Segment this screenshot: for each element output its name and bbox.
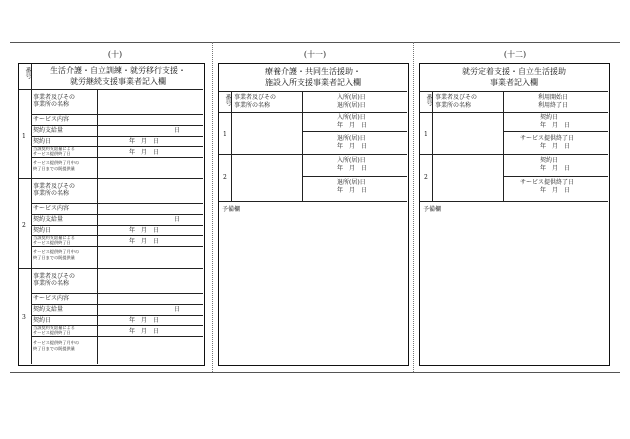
service-label: サービス内容 bbox=[33, 116, 70, 123]
row-num-1: 1 bbox=[223, 131, 227, 138]
panel-title-11: (十一) bbox=[303, 50, 327, 59]
panel-title-10: (十) bbox=[107, 50, 123, 59]
panel-title-12: (十二) bbox=[503, 50, 527, 59]
panel-11-header-line1: 療養介護・共同生活援助・ bbox=[265, 67, 361, 76]
panel-11-table: 療養介護・共同生活援助・ 施設入所支援事業者記入欄 番号 事業者及びその 事業所の名称 入所(居)日 退所(居)日 1 入所(居)日 年 月 日 退所(居)日 年 月 日 2 入所(居)日 年 月 日 退所(居)日 年 月 日 予備欄 bbox=[218, 63, 409, 366]
contract-date-label: 契約日 bbox=[33, 138, 52, 145]
row-num-2: 2 bbox=[223, 174, 227, 181]
top-border-line bbox=[10, 42, 620, 43]
row-num-1: 1 bbox=[424, 131, 428, 138]
fold-line-1 bbox=[212, 42, 213, 372]
panel-12-table: 就労定着支援・自立生活援助 事業者記入欄 番号 事業者及びその 事業所の名称 利用開始日 利用終了日 1 契約日 年 月 日 サービス提供終了日 年 月 日 2 契約日 年 月 日 サービス提供終了日 年 月 日 予備欄 bbox=[419, 63, 610, 366]
row-num-2: 2 bbox=[22, 222, 26, 229]
panel-12-header-line1: 就労定着支援・自立生活援助 bbox=[462, 67, 566, 76]
amount-label: 契約支給量 bbox=[33, 127, 64, 134]
row-num-2: 2 bbox=[424, 174, 428, 181]
fold-line-2 bbox=[413, 42, 414, 372]
panel-10-header-line1: 生活介護・自立訓練・就労移行支援・ bbox=[50, 66, 186, 75]
bottom-border-line bbox=[10, 372, 620, 373]
row-num-1: 1 bbox=[22, 133, 26, 140]
notes-label: 予備欄 bbox=[423, 206, 442, 213]
notes-label: 予備欄 bbox=[222, 206, 241, 213]
provider-label: 事業者及びその bbox=[33, 94, 76, 101]
panel-11-header-line2: 施設入所支援事業者記入欄 bbox=[265, 78, 361, 87]
panel-12-header-line2: 事業者記入欄 bbox=[490, 78, 538, 87]
seq-header: 番号 bbox=[24, 67, 31, 79]
panel-10-table: 番号 生活介護・自立訓練・就労移行支援・ 就労継続支援事業者記入欄 1 事業者及びその 事業所の名称 サービス内容 契約支給量 日 契約日 年 月 日 当該契約支給量による サービス提供終了日 年 月 日 サービス提供終了月中の 終了日までの既提供量 2 事業者及びその 事業所の名称 サービス内容 契約支給量 日 契約日 年 月 日 当該契約支給量による サービス提供終了日 年 月 日 サービス提供終了月中の 終了日までの既提供量 3 事業者及びその 事業所の名称 サービス内容 契約支給量 日 契約日 年 月 日 当該契約支給量による サービス提供終了日 年 月 日 サービス提供終了月中の 終了日までの既提供量 bbox=[18, 63, 205, 366]
panel-10-header-line2: 就労継続支援事業者記入欄 bbox=[70, 77, 166, 86]
row-num-3: 3 bbox=[22, 314, 26, 321]
